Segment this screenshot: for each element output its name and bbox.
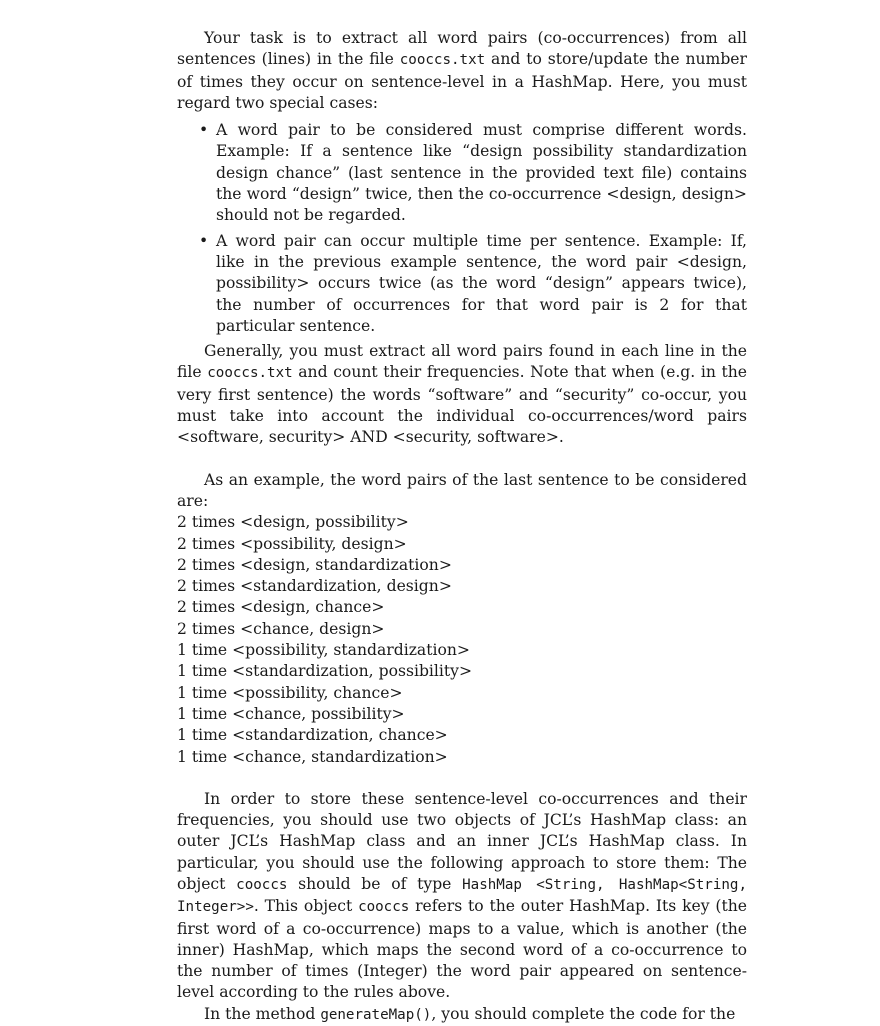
- document-page: [177, 28, 747, 1026]
- spacer: [177, 768, 747, 789]
- word-pair-item: 2 times <design, chance>: [177, 598, 385, 617]
- method-paragraph: In the method generateMap(), you should complete the code for the: [204, 1004, 736, 1023]
- variable-code: cooccs: [358, 899, 410, 916]
- bullet-icon: •: [199, 231, 209, 250]
- variable-code: cooccs: [236, 876, 288, 893]
- list-item: • A word pair can occur multiple time per sentence. Example: If, like in the previous example sentence, the word pair <design, possibility> occurs twice (as the word “design” appears twice), the number of occurrences for that word pair is 2 for that particular sentence.: [199, 231, 747, 335]
- bullet-icon: •: [199, 121, 209, 140]
- type-code: HashMap <String, HashMap<String, Integer>>: [177, 876, 747, 916]
- word-pair-item: 1 time <chance, standardization>: [177, 747, 448, 766]
- method-code: generateMap(): [320, 1006, 432, 1023]
- word-pair-item: 2 times <design, possibility>: [177, 513, 409, 532]
- word-pair-item: 2 times <design, standardization>: [177, 555, 452, 574]
- example-intro: As an example, the word pairs of the last sentence to be considered are:: [177, 470, 747, 510]
- word-pair-item: 2 times <standardization, design>: [177, 577, 452, 596]
- list-item: • A word pair to be considered must comprise different words. Example: If a sentence like “design possibility standardization design chance” (last sentence in the provided text file) contains the word “design” twice, then the co-occurrence <design, design> should not be regarded.: [199, 121, 747, 225]
- general-paragraph: Generally, you must extract all word pairs found in each line in the file cooccs.txt and count their frequencies. Note that when (e.g. in the very first sentence) the words “software” and “security” co-occur, you must take into account the individual co-occurrences/word pairs <software, security> AND <security, software>.: [177, 342, 748, 447]
- filename-code: cooccs.txt: [399, 52, 486, 69]
- word-pair-item: 1 time <chance, possibility>: [177, 704, 405, 723]
- filename-code: cooccs.txt: [207, 365, 293, 382]
- word-pair-item: 1 time <possibility, chance>: [177, 683, 403, 702]
- word-pair-item: 2 times <chance, design>: [177, 619, 385, 638]
- word-pair-item: 2 times <possibility, design>: [177, 534, 407, 553]
- word-pair-item: 1 time <standardization, possibility>: [177, 662, 473, 681]
- word-pair-item: 1 time <standardization, chance>: [177, 726, 448, 745]
- word-pairs-list: [177, 512, 747, 768]
- intro-paragraph: Your task is to extract all word pairs (co-occurrences) from all sentences (lines) in the file cooccs.txt and to store/update the number of times they occur on sentence-level in a HashMap. Here, you must regard two special cases:: [177, 29, 747, 112]
- storage-paragraph: In order to store these sentence-level co-occurrences and their frequencies, you should use two objects of JCL’s HashMap class: an outer JCL’s HashMap class and an inner JCL’s HashMap class. In particular, you should use the following approach to store them: The object cooccs should be of type HashMap <String, HashMap<String, Integer>>. This object cooccs refers to the outer HashMap. Its key (the first word of a co-occurrence) maps to a value, which is another (the inner) HashMap, which maps the second word of a co-occurrence to the number of times (Integer) the word pair appeared on sentence-level according to the rules above.: [177, 789, 747, 1002]
- spacer: [177, 449, 747, 470]
- word-pair-item: 1 time <possibility, standardization>: [177, 641, 470, 660]
- special-cases-list: [177, 120, 747, 337]
